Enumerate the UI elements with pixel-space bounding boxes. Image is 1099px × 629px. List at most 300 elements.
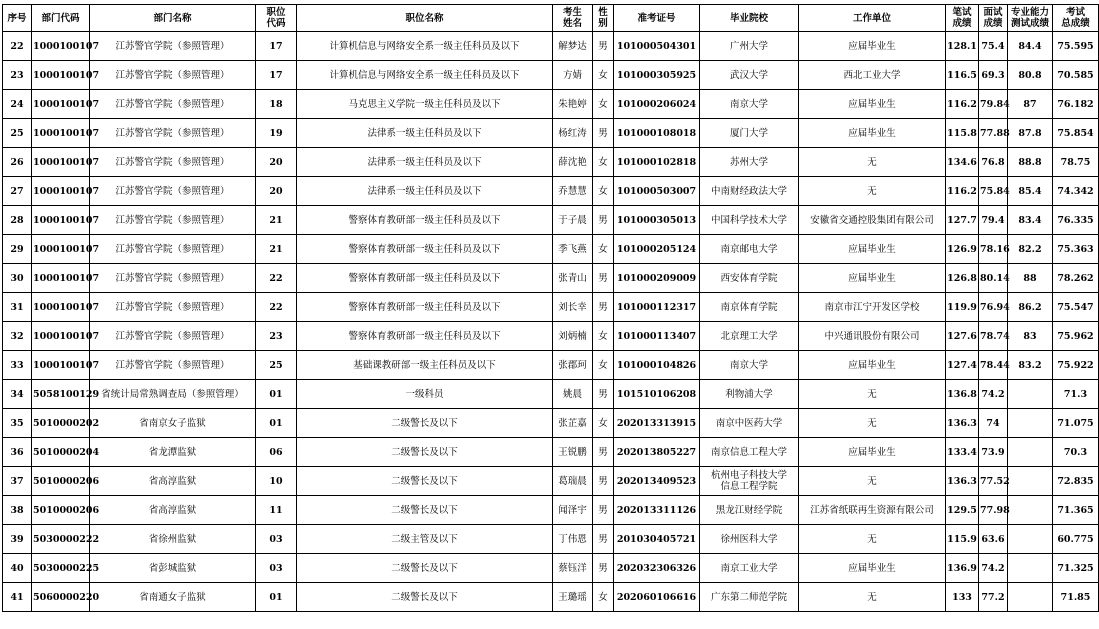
employer-cell: 应届毕业生 <box>799 554 946 583</box>
table-row <box>3 61 1099 90</box>
school-cell: 广州大学 <box>700 32 799 61</box>
gender-cell: 男 <box>593 32 614 61</box>
dept-code-cell: 1000100107 <box>32 206 90 235</box>
written-score-cell: 119.9 <box>946 293 979 322</box>
employer-cell: 无 <box>799 177 946 206</box>
table-row <box>3 177 1099 206</box>
ticket-no-cell: 101000206024 <box>614 90 700 119</box>
post-code-cell: 23 <box>256 322 297 351</box>
total-score-cell: 78.262 <box>1053 264 1099 293</box>
dept-name-cell: 省徐州监狱 <box>90 525 256 554</box>
employer-cell: 无 <box>799 148 946 177</box>
ticket-no-cell: 101000205124 <box>614 235 700 264</box>
table-row <box>3 496 1099 525</box>
ticket-no-cell: 202013409523 <box>614 467 700 496</box>
post-code-cell: 06 <box>256 438 297 467</box>
candidate-name-cell: 刘长幸 <box>553 293 593 322</box>
table-row <box>3 380 1099 409</box>
written-score-cell: 136.9 <box>946 554 979 583</box>
ticket-no-cell: 101000102818 <box>614 148 700 177</box>
employer-cell: 应届毕业生 <box>799 351 946 380</box>
table-row <box>3 293 1099 322</box>
school-cell: 武汉大学 <box>700 61 799 90</box>
post-code-cell: 03 <box>256 525 297 554</box>
gender-cell: 男 <box>593 380 614 409</box>
table-row <box>3 264 1099 293</box>
table-row <box>3 32 1099 61</box>
employer-cell: 无 <box>799 467 946 496</box>
total-score-cell: 75.854 <box>1053 119 1099 148</box>
dept-name-cell: 省高淳监狱 <box>90 496 256 525</box>
gender-cell: 男 <box>593 264 614 293</box>
header-ticket-no: 准考证号 <box>614 5 700 32</box>
ticket-no-cell: 101000504301 <box>614 32 700 61</box>
table-row <box>3 409 1099 438</box>
post-name-cell: 二级警长及以下 <box>297 438 553 467</box>
post-code-cell: 22 <box>256 293 297 322</box>
dept-name-cell: 江苏警官学院（参照管理） <box>90 61 256 90</box>
post-code-cell: 17 <box>256 32 297 61</box>
table-row <box>3 148 1099 177</box>
ticket-no-cell: 202060106616 <box>614 583 700 612</box>
employer-cell: 安徽省交通控股集团有限公司 <box>799 206 946 235</box>
written-score-cell: 129.5 <box>946 496 979 525</box>
written-score-cell: 133 <box>946 583 979 612</box>
post-code-cell: 01 <box>256 583 297 612</box>
dept-name-cell: 江苏警官学院（参照管理） <box>90 351 256 380</box>
dept-code-cell: 1000100107 <box>32 32 90 61</box>
employer-cell: 应届毕业生 <box>799 438 946 467</box>
candidate-name-cell: 蔡钰洋 <box>553 554 593 583</box>
skill-score-cell: 88.8 <box>1008 148 1053 177</box>
total-score-cell: 76.182 <box>1053 90 1099 119</box>
candidate-name-cell: 张郡珂 <box>553 351 593 380</box>
school-cell: 中国科学技术大学 <box>700 206 799 235</box>
total-score-cell: 71.365 <box>1053 496 1099 525</box>
seq-cell: 29 <box>3 235 32 264</box>
post-name-cell: 警察体育教研部一级主任科员及以下 <box>297 322 553 351</box>
total-score-cell: 75.962 <box>1053 322 1099 351</box>
dept-name-cell: 江苏警官学院（参照管理） <box>90 119 256 148</box>
employer-cell: 南京市江宁开发区学校 <box>799 293 946 322</box>
employer-cell: 无 <box>799 380 946 409</box>
post-code-cell: 10 <box>256 467 297 496</box>
seq-cell: 28 <box>3 206 32 235</box>
interview-score-cell: 78.74 <box>979 322 1008 351</box>
post-name-cell: 二级警长及以下 <box>297 554 553 583</box>
written-score-cell: 115.8 <box>946 119 979 148</box>
skill-score-cell <box>1008 438 1053 467</box>
ticket-no-cell: 101000104826 <box>614 351 700 380</box>
post-code-cell: 20 <box>256 148 297 177</box>
total-score-cell: 75.547 <box>1053 293 1099 322</box>
post-name-cell: 警察体育教研部一级主任科员及以下 <box>297 264 553 293</box>
written-score-cell: 115.9 <box>946 525 979 554</box>
post-name-cell: 二级警长及以下 <box>297 409 553 438</box>
dept-code-cell: 5058100129 <box>32 380 90 409</box>
seq-cell: 34 <box>3 380 32 409</box>
seq-cell: 40 <box>3 554 32 583</box>
post-name-cell: 计算机信息与网络安全系一级主任科员及以下 <box>297 32 553 61</box>
total-score-cell: 76.335 <box>1053 206 1099 235</box>
dept-name-cell: 江苏警官学院（参照管理） <box>90 148 256 177</box>
interview-score-cell: 74.2 <box>979 554 1008 583</box>
gender-cell: 男 <box>593 554 614 583</box>
skill-score-cell: 83 <box>1008 322 1053 351</box>
total-score-cell: 75.595 <box>1053 32 1099 61</box>
dept-code-cell: 1000100107 <box>32 61 90 90</box>
skill-score-cell <box>1008 496 1053 525</box>
employer-cell: 西北工业大学 <box>799 61 946 90</box>
dept-code-cell: 5060000220 <box>32 583 90 612</box>
dept-name-cell: 江苏警官学院（参照管理） <box>90 177 256 206</box>
total-score-cell: 70.3 <box>1053 438 1099 467</box>
gender-cell: 男 <box>593 438 614 467</box>
candidate-name-cell: 杨红涛 <box>553 119 593 148</box>
interview-score-cell: 79.4 <box>979 206 1008 235</box>
school-cell: 徐州医科大学 <box>700 525 799 554</box>
skill-score-cell: 83.4 <box>1008 206 1053 235</box>
interview-score-cell: 77.2 <box>979 583 1008 612</box>
candidate-name-cell: 方婧 <box>553 61 593 90</box>
interview-score-cell: 75.4 <box>979 32 1008 61</box>
table-row <box>3 90 1099 119</box>
dept-code-cell: 1000100107 <box>32 119 90 148</box>
total-score-cell: 75.363 <box>1053 235 1099 264</box>
dept-name-cell: 省统计局常熟调查局（参照管理） <box>90 380 256 409</box>
post-name-cell: 法律系一级主任科员及以下 <box>297 148 553 177</box>
seq-cell: 31 <box>3 293 32 322</box>
dept-name-cell: 江苏警官学院（参照管理） <box>90 206 256 235</box>
header-post-name: 职位名称 <box>297 5 553 32</box>
post-code-cell: 17 <box>256 61 297 90</box>
gender-cell: 女 <box>593 351 614 380</box>
ticket-no-cell: 101000305925 <box>614 61 700 90</box>
post-code-cell: 20 <box>256 177 297 206</box>
post-name-cell: 法律系一级主任科员及以下 <box>297 119 553 148</box>
header-dept-code: 部门代码 <box>32 5 90 32</box>
post-name-cell: 一级科员 <box>297 380 553 409</box>
post-code-cell: 21 <box>256 235 297 264</box>
dept-code-cell: 1000100107 <box>32 293 90 322</box>
employer-cell: 江苏省纸联再生资源有限公司 <box>799 496 946 525</box>
candidate-name-cell: 张青山 <box>553 264 593 293</box>
school-cell: 黑龙江财经学院 <box>700 496 799 525</box>
employer-cell: 应届毕业生 <box>799 90 946 119</box>
seq-cell: 41 <box>3 583 32 612</box>
dept-code-cell: 1000100107 <box>32 264 90 293</box>
ticket-no-cell: 201030405721 <box>614 525 700 554</box>
seq-cell: 38 <box>3 496 32 525</box>
school-cell: 南京邮电大学 <box>700 235 799 264</box>
candidate-name-cell: 朱艳婷 <box>553 90 593 119</box>
candidate-name-cell: 闻泽宇 <box>553 496 593 525</box>
school-cell: 北京理工大学 <box>700 322 799 351</box>
seq-cell: 39 <box>3 525 32 554</box>
gender-cell: 男 <box>593 119 614 148</box>
total-score-cell: 72.835 <box>1053 467 1099 496</box>
post-code-cell: 01 <box>256 380 297 409</box>
interview-score-cell: 80.14 <box>979 264 1008 293</box>
header-candidate-name: 考生 姓名 <box>553 5 593 32</box>
employer-cell: 中兴通讯股份有限公司 <box>799 322 946 351</box>
ticket-no-cell: 101000209009 <box>614 264 700 293</box>
post-name-cell: 二级主管及以下 <box>297 525 553 554</box>
seq-cell: 26 <box>3 148 32 177</box>
dept-code-cell: 1000100107 <box>32 351 90 380</box>
dept-code-cell: 5010000206 <box>32 467 90 496</box>
post-name-cell: 警察体育教研部一级主任科员及以下 <box>297 206 553 235</box>
written-score-cell: 136.3 <box>946 467 979 496</box>
skill-score-cell <box>1008 467 1053 496</box>
total-score-cell: 71.075 <box>1053 409 1099 438</box>
written-score-cell: 128.1 <box>946 32 979 61</box>
header-gender: 性 别 <box>593 5 614 32</box>
seq-cell: 27 <box>3 177 32 206</box>
total-score-cell: 78.75 <box>1053 148 1099 177</box>
candidate-name-cell: 王璐瑶 <box>553 583 593 612</box>
header-post-code: 职位 代码 <box>256 5 297 32</box>
interview-score-cell: 75.84 <box>979 177 1008 206</box>
header-skill-score: 专业能力 测试成绩 <box>1008 5 1053 32</box>
post-code-cell: 03 <box>256 554 297 583</box>
school-cell: 中南财经政法大学 <box>700 177 799 206</box>
written-score-cell: 134.6 <box>946 148 979 177</box>
written-score-cell: 116.5 <box>946 61 979 90</box>
candidate-name-cell: 姚晨 <box>553 380 593 409</box>
post-name-cell: 警察体育教研部一级主任科员及以下 <box>297 293 553 322</box>
school-cell: 南京大学 <box>700 351 799 380</box>
interview-score-cell: 76.8 <box>979 148 1008 177</box>
header-total-score: 考试 总成绩 <box>1053 5 1099 32</box>
skill-score-cell: 87 <box>1008 90 1053 119</box>
school-cell: 杭州电子科技大学 信息工程学院 <box>700 467 799 496</box>
interview-score-cell: 73.9 <box>979 438 1008 467</box>
header-written-score: 笔试 成绩 <box>946 5 979 32</box>
gender-cell: 女 <box>593 177 614 206</box>
header-school: 毕业院校 <box>700 5 799 32</box>
skill-score-cell: 83.2 <box>1008 351 1053 380</box>
skill-score-cell: 82.2 <box>1008 235 1053 264</box>
dept-code-cell: 5010000202 <box>32 409 90 438</box>
ticket-no-cell: 101000112317 <box>614 293 700 322</box>
candidate-name-cell: 丁伟恩 <box>553 525 593 554</box>
post-code-cell: 25 <box>256 351 297 380</box>
seq-cell: 36 <box>3 438 32 467</box>
score-table <box>2 4 1099 612</box>
seq-cell: 25 <box>3 119 32 148</box>
written-score-cell: 133.4 <box>946 438 979 467</box>
table-row <box>3 206 1099 235</box>
dept-name-cell: 省彭城监狱 <box>90 554 256 583</box>
post-name-cell: 二级警长及以下 <box>297 583 553 612</box>
candidate-name-cell: 季飞燕 <box>553 235 593 264</box>
table-row <box>3 554 1099 583</box>
written-score-cell: 127.6 <box>946 322 979 351</box>
post-code-cell: 21 <box>256 206 297 235</box>
dept-name-cell: 江苏警官学院（参照管理） <box>90 322 256 351</box>
interview-score-cell: 77.88 <box>979 119 1008 148</box>
gender-cell: 女 <box>593 322 614 351</box>
gender-cell: 男 <box>593 293 614 322</box>
dept-code-cell: 5010000204 <box>32 438 90 467</box>
interview-score-cell: 79.84 <box>979 90 1008 119</box>
dept-name-cell: 省南京女子监狱 <box>90 409 256 438</box>
skill-score-cell: 87.8 <box>1008 119 1053 148</box>
gender-cell: 男 <box>593 496 614 525</box>
school-cell: 苏州大学 <box>700 148 799 177</box>
gender-cell: 女 <box>593 90 614 119</box>
post-name-cell: 马克思主义学院一级主任科员及以下 <box>297 90 553 119</box>
skill-score-cell <box>1008 554 1053 583</box>
written-score-cell: 127.4 <box>946 351 979 380</box>
written-score-cell: 136.3 <box>946 409 979 438</box>
employer-cell: 应届毕业生 <box>799 32 946 61</box>
candidate-name-cell: 葛瑞晨 <box>553 467 593 496</box>
skill-score-cell <box>1008 583 1053 612</box>
dept-name-cell: 江苏警官学院（参照管理） <box>90 264 256 293</box>
school-cell: 南京中医药大学 <box>700 409 799 438</box>
post-code-cell: 18 <box>256 90 297 119</box>
ticket-no-cell: 101000108018 <box>614 119 700 148</box>
interview-score-cell: 76.94 <box>979 293 1008 322</box>
interview-score-cell: 69.3 <box>979 61 1008 90</box>
total-score-cell: 60.775 <box>1053 525 1099 554</box>
seq-cell: 22 <box>3 32 32 61</box>
dept-name-cell: 江苏警官学院（参照管理） <box>90 235 256 264</box>
dept-code-cell: 1000100107 <box>32 235 90 264</box>
school-cell: 南京信息工程大学 <box>700 438 799 467</box>
candidate-name-cell: 解梦达 <box>553 32 593 61</box>
table-row <box>3 322 1099 351</box>
total-score-cell: 70.585 <box>1053 61 1099 90</box>
dept-name-cell: 省南通女子监狱 <box>90 583 256 612</box>
ticket-no-cell: 202013313915 <box>614 409 700 438</box>
post-name-cell: 二级警长及以下 <box>297 467 553 496</box>
employer-cell: 无 <box>799 525 946 554</box>
gender-cell: 男 <box>593 467 614 496</box>
table-row <box>3 438 1099 467</box>
skill-score-cell <box>1008 525 1053 554</box>
dept-name-cell: 江苏警官学院（参照管理） <box>90 293 256 322</box>
header-row <box>3 5 1099 32</box>
seq-cell: 35 <box>3 409 32 438</box>
post-code-cell: 19 <box>256 119 297 148</box>
candidate-name-cell: 张芷嘉 <box>553 409 593 438</box>
dept-code-cell: 1000100107 <box>32 148 90 177</box>
dept-code-cell: 5010000206 <box>32 496 90 525</box>
seq-cell: 32 <box>3 322 32 351</box>
gender-cell: 男 <box>593 525 614 554</box>
dept-code-cell: 1000100107 <box>32 90 90 119</box>
written-score-cell: 116.2 <box>946 90 979 119</box>
total-score-cell: 74.342 <box>1053 177 1099 206</box>
ticket-no-cell: 101510106208 <box>614 380 700 409</box>
seq-cell: 37 <box>3 467 32 496</box>
post-code-cell: 22 <box>256 264 297 293</box>
table-header <box>3 5 1099 32</box>
table-body <box>3 32 1099 612</box>
school-cell: 南京大学 <box>700 90 799 119</box>
school-cell: 西安体育学院 <box>700 264 799 293</box>
interview-score-cell: 77.98 <box>979 496 1008 525</box>
header-interview-score: 面试 成绩 <box>979 5 1008 32</box>
dept-code-cell: 5030000222 <box>32 525 90 554</box>
school-cell: 南京体育学院 <box>700 293 799 322</box>
candidate-name-cell: 王锐鹏 <box>553 438 593 467</box>
header-employer: 工作单位 <box>799 5 946 32</box>
dept-name-cell: 江苏警官学院（参照管理） <box>90 90 256 119</box>
header-seq: 序号 <box>3 5 32 32</box>
school-cell: 厦门大学 <box>700 119 799 148</box>
table-row <box>3 235 1099 264</box>
table-row <box>3 583 1099 612</box>
skill-score-cell: 80.8 <box>1008 61 1053 90</box>
written-score-cell: 116.2 <box>946 177 979 206</box>
skill-score-cell: 88 <box>1008 264 1053 293</box>
interview-score-cell: 78.16 <box>979 235 1008 264</box>
employer-cell: 无 <box>799 583 946 612</box>
written-score-cell: 136.8 <box>946 380 979 409</box>
dept-code-cell: 5030000225 <box>32 554 90 583</box>
skill-score-cell <box>1008 409 1053 438</box>
candidate-name-cell: 于子晨 <box>553 206 593 235</box>
header-dept-name: 部门名称 <box>90 5 256 32</box>
ticket-no-cell: 101000113407 <box>614 322 700 351</box>
post-name-cell: 计算机信息与网络安全系一级主任科员及以下 <box>297 61 553 90</box>
gender-cell: 女 <box>593 148 614 177</box>
employer-cell: 应届毕业生 <box>799 119 946 148</box>
employer-cell: 应届毕业生 <box>799 235 946 264</box>
gender-cell: 女 <box>593 61 614 90</box>
seq-cell: 30 <box>3 264 32 293</box>
dept-code-cell: 1000100107 <box>32 177 90 206</box>
dept-name-cell: 江苏警官学院（参照管理） <box>90 32 256 61</box>
ticket-no-cell: 202013311126 <box>614 496 700 525</box>
post-name-cell: 基础课教研部一级主任科员及以下 <box>297 351 553 380</box>
gender-cell: 女 <box>593 583 614 612</box>
total-score-cell: 71.3 <box>1053 380 1099 409</box>
interview-score-cell: 77.52 <box>979 467 1008 496</box>
skill-score-cell: 84.4 <box>1008 32 1053 61</box>
dept-name-cell: 省龙潭监狱 <box>90 438 256 467</box>
gender-cell: 女 <box>593 235 614 264</box>
interview-score-cell: 78.44 <box>979 351 1008 380</box>
post-code-cell: 11 <box>256 496 297 525</box>
school-cell: 广东第二师范学院 <box>700 583 799 612</box>
written-score-cell: 126.8 <box>946 264 979 293</box>
candidate-name-cell: 薛沈艳 <box>553 148 593 177</box>
seq-cell: 23 <box>3 61 32 90</box>
gender-cell: 女 <box>593 409 614 438</box>
ticket-no-cell: 101000305013 <box>614 206 700 235</box>
total-score-cell: 71.325 <box>1053 554 1099 583</box>
table-row <box>3 351 1099 380</box>
total-score-cell: 75.922 <box>1053 351 1099 380</box>
written-score-cell: 127.7 <box>946 206 979 235</box>
post-name-cell: 二级警长及以下 <box>297 496 553 525</box>
table-row <box>3 525 1099 554</box>
interview-score-cell: 74.2 <box>979 380 1008 409</box>
candidate-name-cell: 乔慧慧 <box>553 177 593 206</box>
post-name-cell: 法律系一级主任科员及以下 <box>297 177 553 206</box>
seq-cell: 24 <box>3 90 32 119</box>
table-row <box>3 119 1099 148</box>
interview-score-cell: 63.6 <box>979 525 1008 554</box>
skill-score-cell: 85.4 <box>1008 177 1053 206</box>
gender-cell: 男 <box>593 206 614 235</box>
post-name-cell: 警察体育教研部一级主任科员及以下 <box>297 235 553 264</box>
